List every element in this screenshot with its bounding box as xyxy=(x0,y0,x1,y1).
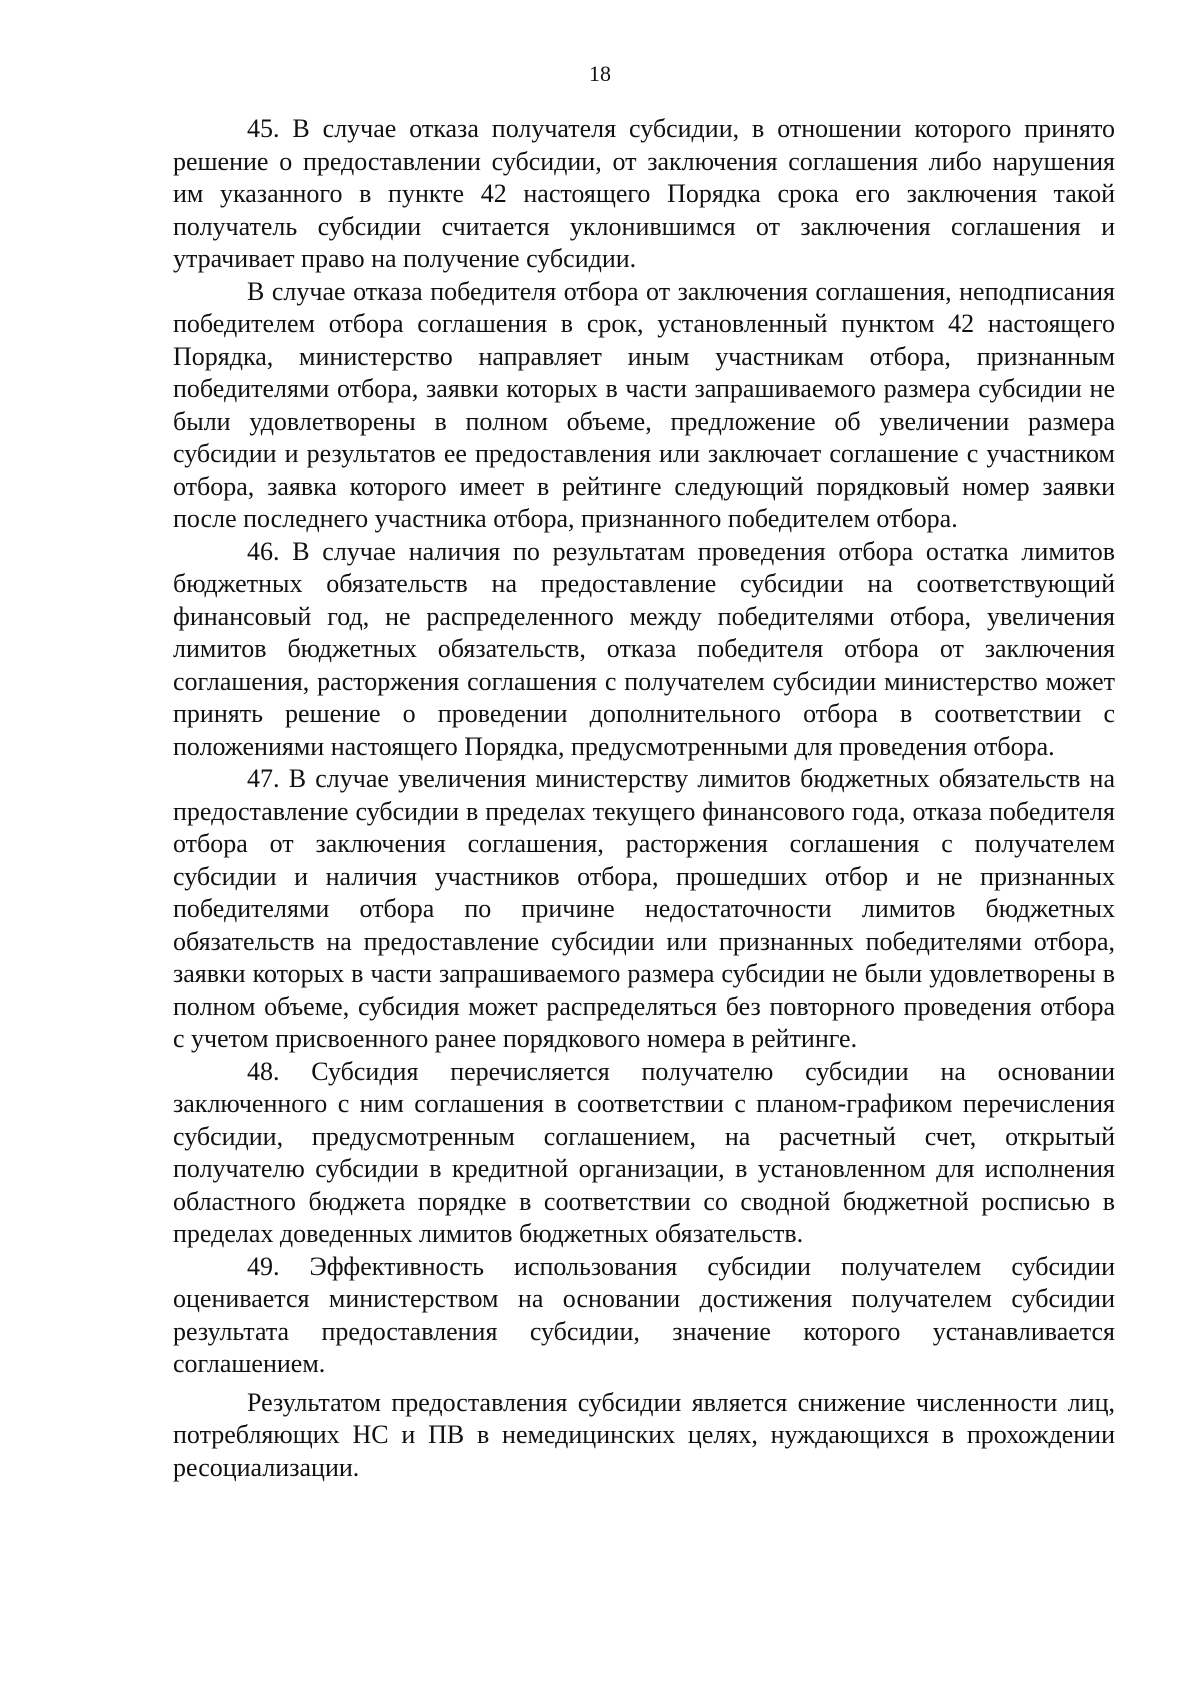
paragraph-47: 47. В случае увеличения министерству лимитов бюджетных обязательств на предоставление субсидии в пределах текущего финансового года, отказа победителя отбора от заключения соглашения, расторжения соглашения с получателем субсидии и наличия участников отбора, прошедших отбор и не признанных победителями отбора по причине недостаточности лимитов бюджетных обязательств на предоставление субсидии или признанных победителями отбора, заявки которых в части запрашиваемого размера субсидии не были удовлетворены в полном объеме, субсидия может распределяться без повторного проведения отбора с учетом присвоенного ранее порядкового номера в рейтинге. xyxy=(173,764,1115,1053)
paragraph-45: 45. В случае отказа получателя субсидии, в отношении которого принято решение о предоставлении субсидии, от заключения соглашения либо нарушения им указанного в пункте 42 настоящего Порядка срока его заключения такой получатель субсидии считается уклонившимся от заключения соглашения и утрачивает право на получение субсидии. xyxy=(173,114,1115,273)
paragraph-49-result: Результатом предоставления субсидии является снижение численности лиц, потребляющих НС и ПВ в немедицинских целях, нуждающихся в прохождении ресоциализации. xyxy=(173,1387,1115,1482)
paragraph-48: 48. Субсидия перечисляется получателю субсидии на основании заключенного с ним соглашения в соответствии с планом-графиком перечисления субсидии, предусмотренным соглашением, на расчетный счет, открытый получателю субсидии в кредитной организации, в установленном для исполнения областного бюджета порядке в соответствии со сводной бюджетной росписью в пределах доведенных лимитов бюджетных обязательств. xyxy=(173,1056,1115,1248)
paragraph-46: 46. В случае наличия по результатам проведения отбора остатка лимитов бюджетных обязательств на предоставление субсидии на соответствующий финансовый год, не распределенного между победителями отбора, увеличения лимитов бюджетных обязательств, отказа победителя отбора от заключения соглашения, расторжения соглашения с получателем субсидии министерство может принять решение о проведении дополнительного отбора в соответствии с положениями настоящего Порядка, предусмотренными для проведения отбора. xyxy=(173,536,1115,761)
paragraph-49: 49. Эффективность использования субсидии получателем субсидии оценивается министерством на основании достижения получателем субсидии результата предоставления субсидии, значение которого устанавливается соглашением. xyxy=(173,1251,1115,1378)
document-body xyxy=(173,113,1115,1484)
paragraph-45-continued: В случае отказа победителя отбора от заключения соглашения, неподписания победителем отбора соглашения в срок, установленный пунктом 42 настоящего Порядка, министерство направляет иным участникам отбора, признанным победителями отбора, заявки которых в части запрашиваемого размера субсидии не были удовлетворены в полном объеме, предложение об увеличении размера субсидии и результатов ее предоставления или заключает соглашение с участником отбора, заявка которого имеет в рейтинге следующий порядковый номер заявки после последнего участника отбора, признанного победителем отбора. xyxy=(173,276,1115,533)
page-number: 18 xyxy=(589,61,611,86)
